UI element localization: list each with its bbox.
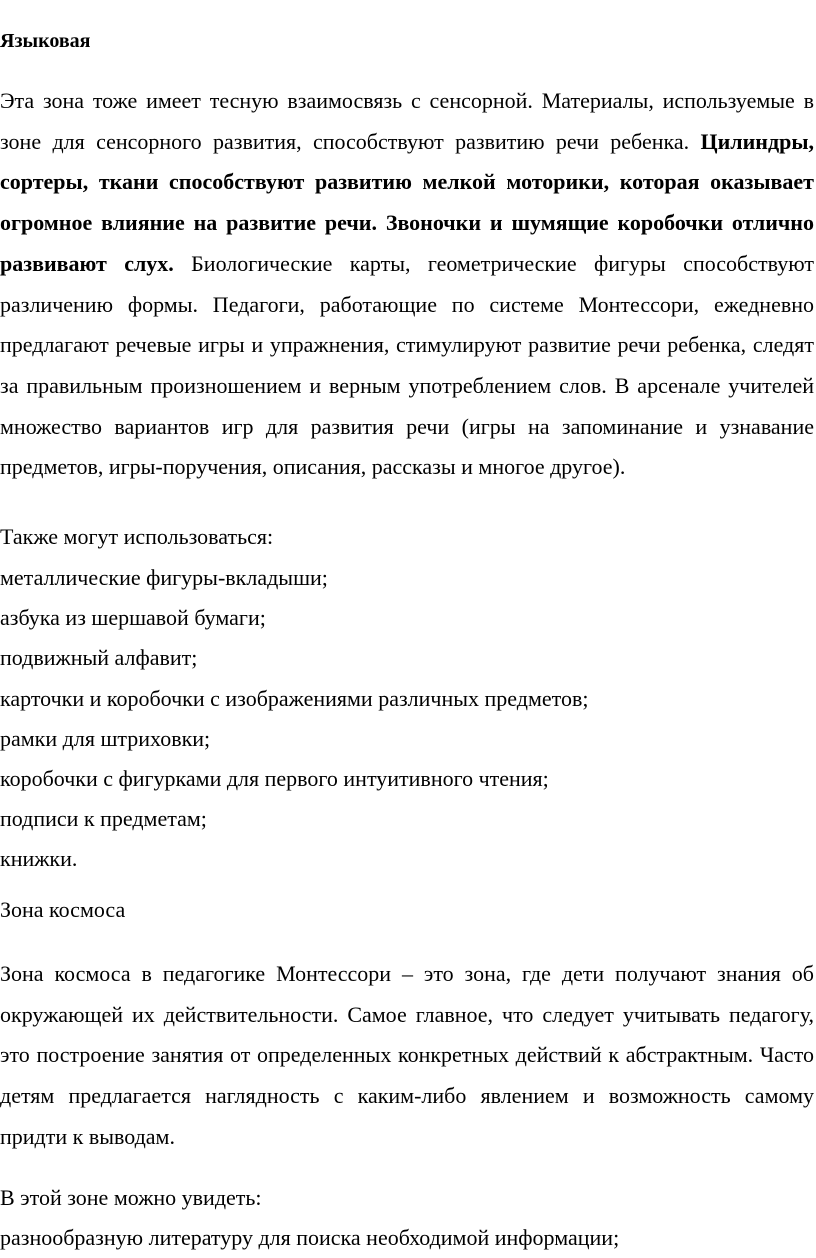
section-heading-cosmos: Зона космоса (0, 897, 126, 922)
paragraph-text-part1: Эта зона тоже имеет тесную взаимосвязь с сенсорной. Материалы, используемые в зоне для сенсорного развития, способствуют развитию речи ребенка. (0, 88, 814, 154)
list-item: азбука из шершавой бумаги; (0, 605, 266, 630)
paragraph-text-part2: Биологические карты, геометрические фигуры способствуют различению формы. Педагоги, работающие по системе Монтессори, ежедневно предлагают речевые игры и упражнения, стимулируют развитие речи ребенка, следят за правильным произношением и верным употреблением слов. В арсенале учителей множество вариантов игр для развития речи (игры на запоминание и узнавание предметов, игры-поручения, описания, рассказы и многое другое). (0, 250, 814, 480)
cosmos-list-intro: В этой зоне можно увидеть: (0, 1185, 262, 1210)
list-item: коробочки с фигурками для первого интуитивного чтения; (0, 766, 549, 791)
cosmos-zone-paragraph: Зона космоса в педагогике Монтессори – это зона, где дети получают знания об окружающей их действительности. Самое главное, что следует учитывать педагогу, это построение занятия от определенных конкретных действий к абстрактным. Часто детям предлагается наглядность с каким-либо явлением и возможность самому придти к выводам. (0, 961, 814, 1149)
paragraph-bold-text: Цилиндры, сортеры, ткани способствуют развитию мелкой моторики, которая оказывает огромное влияние на развитие речи. Звоночки и шумящие коробочки отлично развивают слух. (0, 128, 814, 276)
list-item: книжки. (0, 846, 78, 871)
list-item: разнообразную литературу для поиска необходимой информации; (0, 1225, 620, 1250)
list-item: рамки для штриховки; (0, 726, 211, 751)
list-item: металлические фигуры-вкладыши; (0, 565, 328, 590)
list-item: подвижный алфавит; (0, 645, 198, 670)
language-zone-paragraph (0, 81, 814, 488)
list-item: подписи к предметам; (0, 806, 207, 831)
list-item: карточки и коробочки с изображениями различных предметов; (0, 686, 589, 711)
materials-list-intro: Также могут использоваться: (0, 524, 274, 549)
section-heading-language: Языковая (0, 30, 91, 52)
